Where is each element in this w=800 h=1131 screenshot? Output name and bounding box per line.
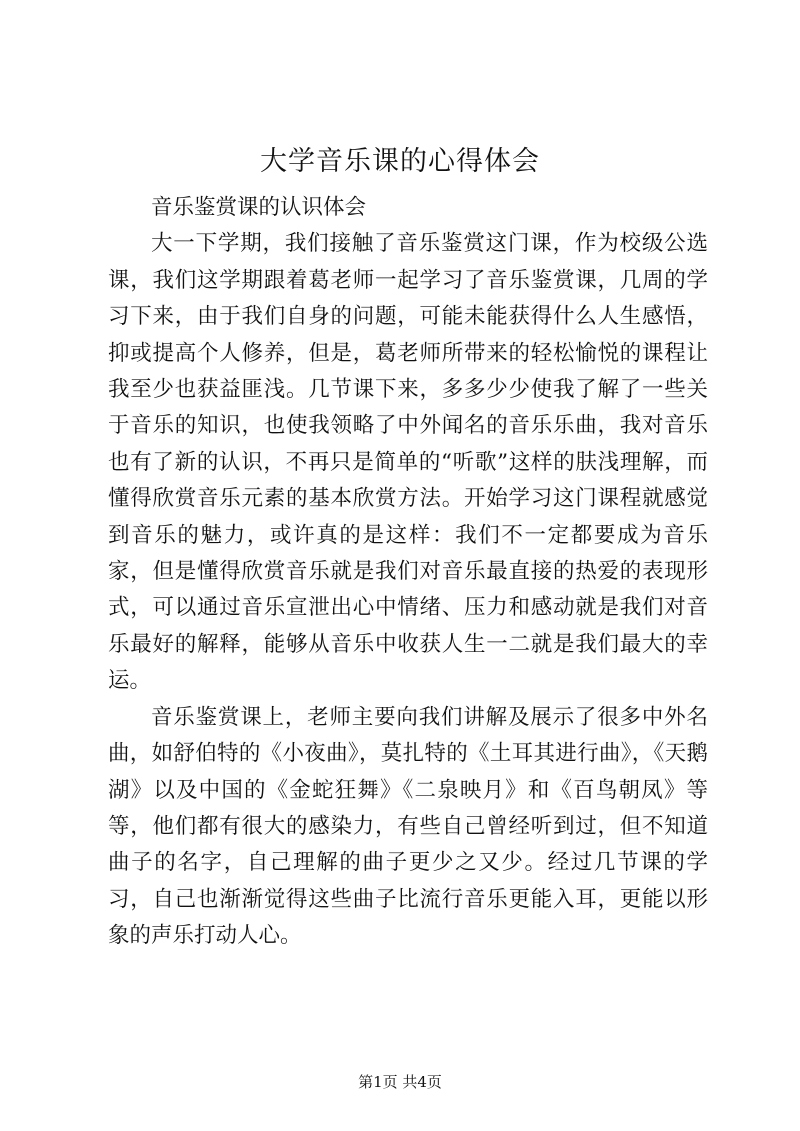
page-title: 大学音乐课的心得体会: [260, 146, 540, 177]
paragraph-2: 音乐鉴赏课上，老师主要向我们讲解及展示了很多中外名曲，如舒伯特的《小夜曲》，莫扎特的《土耳其进行曲》，《天鹅湖》以及中国的《金蛇狂舞》《二泉映月》和《百鸟朝凤》等等，他们都有很大的感染力，有些自己曾经听到过，但不知道曲子的名字，自己理解的曲子更少之又少。经过几节课的学习，自己也渐渐觉得这些曲子比流行音乐更能入耳，更能以形象的声乐打动人心。: [108, 704, 708, 949]
document-body: [108, 190, 708, 955]
page-footer: 第1页 共4页: [358, 1073, 442, 1091]
paragraph-1: 大一下学期，我们接触了音乐鉴赏这门课，作为校级公选课，我们这学期跟着葛老师一起学习了音乐鉴赏课，几周的学习下来，由于我们自身的问题，可能未能获得什么人生感悟，抑或提高个人修养，但是，葛老师所带来的轻松愉悦的课程让我至少也获益匪浅。几节课下来，多多少少使我了解了一些关于音乐的知识，也使我领略了中外闻名的音乐乐曲，我对音乐也有了新的认识，不再只是简单的“听歌”这样的肤浅理解，而懂得欣赏音乐元素的基本欣赏方法。开始学习这门课程就感觉到音乐的魅力，或许真的是这样：我们不一定都要成为音乐家，但是懂得欣赏音乐就是我们对音乐最直接的热爱的表现形式，可以通过音乐宣泄出心中情绪、压力和感动就是我们对音乐最好的解释，能够从音乐中收获人生一二就是我们最大的幸运。: [108, 231, 708, 694]
subtitle: 音乐鉴赏课的认识体会: [151, 195, 367, 220]
